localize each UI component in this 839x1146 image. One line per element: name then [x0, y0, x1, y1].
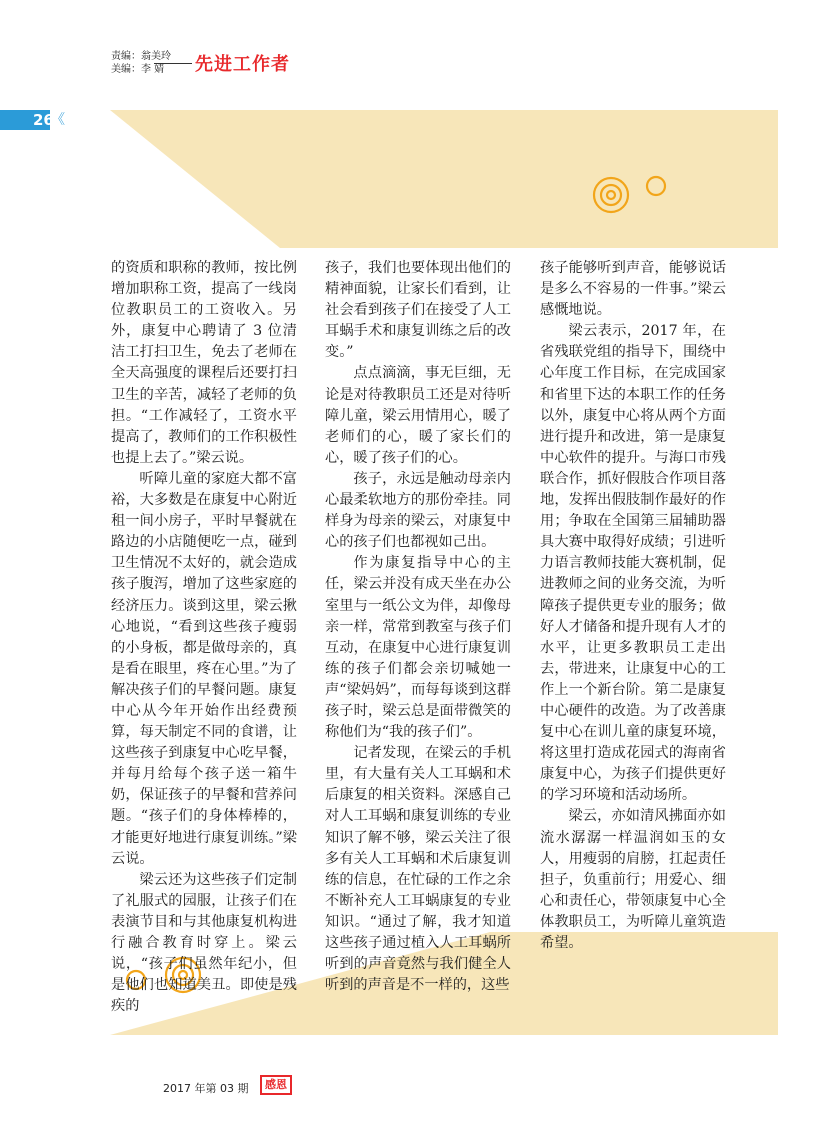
- page-number: 26: [33, 111, 54, 129]
- paragraph: 的资质和职称的教师，按比例增加职称工资，提高了一线岗位教职员工的工资收入。另外，康复中心聘请了 3 位清洁工打扫卫生，免去了老师在全天高强度的课程后还要打扫卫生的辛苦，减轻了老师的负担。“工作减轻了，工资水平提高了，教师们的工作积极性也提上去了。”梁云说。: [111, 260, 297, 466]
- page-chevron-icon: 《: [51, 112, 65, 128]
- paragraph: 点点滴滴，事无巨细，无论是对待教职员工还是对待听障儿童，梁云用情用心，暖了老师们的心，暖了家长们的心，暖了孩子们的心。: [325, 365, 511, 466]
- article-column-2: [325, 258, 511, 996]
- paragraph: 作为康复指导中心的主任，梁云并没有成天坐在办公室里与一纸公文为伴，却像母亲一样，常常到教室与孩子们互动，在康复中心进行康复训练的孩子们都会亲切喊她一声“梁妈妈”，而每每谈到这群孩子时，梁云总是面带微笑的称他们为“我的孩子们”。: [325, 555, 511, 741]
- article-column-3: [540, 258, 726, 954]
- paragraph: 梁云表示，2017 年，在省残联党组的指导下，围绕中心年度工作目标，在完成国家和省里下达的本职工作的任务以外，康复中心将从两个方面进行提升和改进，第一是康复中心软件的提升。与海口市残联合作，抓好假肢合作项目落地，发挥出假肢制作最好的作用；争取在全国第三届辅助器具大赛中取得好成绩；引进听力语言教师技能大赛机制，促进教师之间的业务交流，为听障孩子提供更专业的服务；做好人才储备和提升现有人才的水平，让更多教职员工走出去，带进来，让康复中心的工作上一个新台阶。第二是康复中心硬件的改造。为了改善康复中心在训儿童的康复环境，将这里打造成花园式的海南省康复中心，为孩子们提供更好的学习环境和活动场所。: [540, 323, 726, 804]
- paragraph: 孩子，永远是触动母亲内心最柔软地方的那份牵挂。同样身为母亲的梁云，对康复中心的孩子们也都视如己出。: [325, 470, 511, 551]
- paragraph: 梁云还为这些孩子们定制了礼服式的园服，让孩子们在表演节目和与其他康复机构进行融合教育时穿上。梁云说，“孩子们虽然年纪小，但是他们也知道美丑。即使是残疾的: [111, 871, 297, 1015]
- art-editor-credit: 美编：李 婧: [111, 64, 165, 75]
- top-banner-shape: [110, 110, 778, 248]
- magazine-logo: 感恩: [260, 1075, 292, 1095]
- editor-credit: 责编：翁美玲: [111, 51, 171, 62]
- paragraph: 梁云，亦如清风拂面亦如流水潺潺一样温润如玉的女人，用瘦弱的肩膀，扛起责任担子，负重前行；用爱心、细心和责任心，带领康复中心全体教职员工，为听障儿童筑造希望。: [540, 808, 726, 951]
- issue-label: 2017 年第 03 期: [163, 1082, 249, 1095]
- paragraph: 听障儿童的家庭大都不富裕，大多数是在康复中心附近租一间小房子，平时早餐就在路边的小店随便吃一点，碰到卫生情况不太好的，就会造成孩子腹泻，增加了这些家庭的经济压力。谈到这里，梁云揪心地说，“看到这些孩子瘦弱的小身板，都是做母亲的，真是看在眼里，疼在心里。”为了解决孩子们的早餐问题。康复中心从今年开始作出经费预算，每天制定不同的食谱，让这些孩子到康复中心吃早餐，并每月给每个孩子送一箱牛奶，保证孩子的早餐和营养问题。“孩子们的身体棒棒的，才能更好地进行康复训练。”梁云说。: [111, 470, 297, 867]
- paragraph: 记者发现，在梁云的手机里，有大量有关人工耳蜗和术后康复的相关资料。深感自己对人工耳蜗和康复训练的专业知识了解不够，梁云关注了很多有关人工耳蜗和术后康复训练的信息，在忙碌的工作之余不断补充人工耳蜗康复的专业知识。“通过了解，我才知道这些孩子通过植入人工耳蜗所听到的声音竟然与我们健全人听到的声音是不一样的，这些: [325, 745, 511, 994]
- paragraph: 孩子能够听到声音，能够说话是多么不容易的一件事。”梁云感慨地说。: [540, 260, 726, 319]
- paragraph: 孩子，我们也要体现出他们的精神面貌，让家长们看到，让社会看到孩子们在接受了人工耳蜗手术和康复训练之后的改变。”: [325, 260, 511, 361]
- article-column-1: [111, 258, 297, 1017]
- section-title: 先进工作者: [195, 54, 290, 75]
